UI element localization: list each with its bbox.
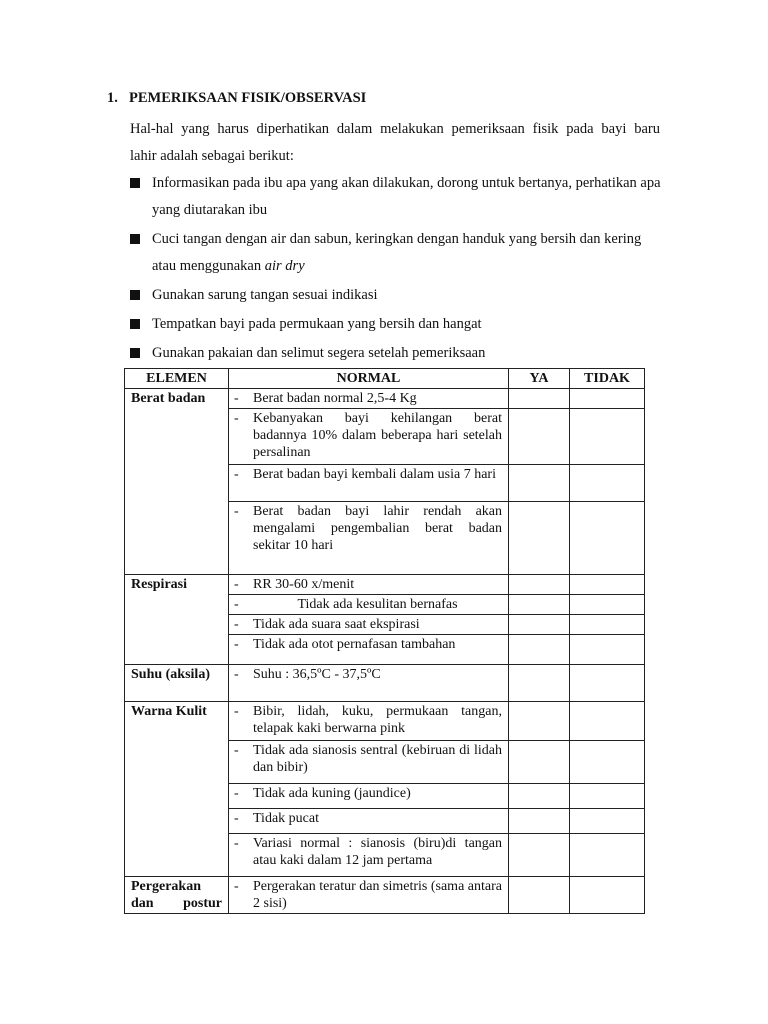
tidak-checkbox-cell[interactable] bbox=[570, 784, 645, 809]
square-bullet-icon bbox=[130, 348, 140, 358]
square-bullet-icon bbox=[130, 290, 140, 300]
tidak-checkbox-cell[interactable] bbox=[570, 877, 645, 914]
tidak-checkbox-cell[interactable] bbox=[570, 465, 645, 502]
tidak-checkbox-cell[interactable] bbox=[570, 615, 645, 635]
tidak-checkbox-cell[interactable] bbox=[570, 575, 645, 595]
normal-cell: - Tidak ada suara saat ekspirasi bbox=[229, 615, 509, 635]
ya-checkbox-cell[interactable] bbox=[509, 409, 570, 465]
tidak-checkbox-cell[interactable] bbox=[570, 702, 645, 741]
tidak-checkbox-cell[interactable] bbox=[570, 741, 645, 784]
normal-cell: - Berat badan bayi lahir rendah akan mengalami pengembalian berat badan sekitar 10 hari bbox=[229, 502, 509, 575]
normal-cell: - Bibir, lidah, kuku, permukaan tangan, telapak kaki berwarna pink bbox=[229, 702, 509, 741]
bullet-item: Cuci tangan dengan air dan sabun, keringkan dengan handuk yang bersih dan kering atau menggunakan air dry bbox=[130, 226, 662, 280]
normal-cell: - Tidak ada kuning (jaundice) bbox=[229, 784, 509, 809]
element-cell: Respirasi bbox=[125, 575, 229, 665]
bullet-item: Tempatkan bayi pada permukaan yang bersih dan hangat bbox=[130, 311, 662, 338]
tidak-checkbox-cell[interactable] bbox=[570, 635, 645, 665]
table-row bbox=[125, 389, 645, 409]
ya-checkbox-cell[interactable] bbox=[509, 595, 570, 615]
section-heading bbox=[107, 90, 366, 107]
normal-cell: - RR 30-60 x/menit bbox=[229, 575, 509, 595]
bullet-item: Gunakan pakaian dan selimut segera setelah pemeriksaan bbox=[130, 340, 662, 367]
bullet-item: Informasikan pada ibu apa yang akan dilakukan, dorong untuk bertanya, perhatikan apa yang diutarakan ibu bbox=[130, 170, 662, 224]
table-row bbox=[125, 575, 645, 595]
normal-cell: - Berat badan bayi kembali dalam usia 7 hari bbox=[229, 465, 509, 502]
normal-cell: - Tidak ada sianosis sentral (kebiruan di lidah dan bibir) bbox=[229, 741, 509, 784]
ya-checkbox-cell[interactable] bbox=[509, 615, 570, 635]
table-row bbox=[125, 665, 645, 702]
ya-checkbox-cell[interactable] bbox=[509, 465, 570, 502]
tidak-checkbox-cell[interactable] bbox=[570, 409, 645, 465]
ya-checkbox-cell[interactable] bbox=[509, 809, 570, 834]
normal-cell: - Berat badan normal 2,5-4 Kg bbox=[229, 389, 509, 409]
ya-checkbox-cell[interactable] bbox=[509, 834, 570, 877]
ya-checkbox-cell[interactable] bbox=[509, 389, 570, 409]
section-number: 1. bbox=[107, 90, 118, 106]
intro-line-1: Hal-hal yang harus diperhatikan dalam melakukan pemeriksaan fisik pada bayi baru bbox=[130, 121, 660, 137]
section-title: PEMERIKSAAN FISIK/OBSERVASI bbox=[129, 90, 367, 106]
normal-cell: - Tidak ada kesulitan bernafas bbox=[229, 595, 509, 615]
element-cell: Warna Kulit bbox=[125, 702, 229, 877]
normal-cell: - Tidak ada otot pernafasan tambahan bbox=[229, 635, 509, 665]
tidak-checkbox-cell[interactable] bbox=[570, 834, 645, 877]
ya-checkbox-cell[interactable] bbox=[509, 635, 570, 665]
checklist-bullets bbox=[130, 170, 662, 369]
normal-cell: - Kebanyakan bayi kehilangan berat badannya 10% dalam beberapa hari setelah persalinan bbox=[229, 409, 509, 465]
tidak-checkbox-cell[interactable] bbox=[570, 809, 645, 834]
tidak-checkbox-cell[interactable] bbox=[570, 389, 645, 409]
square-bullet-icon bbox=[130, 178, 140, 188]
ya-checkbox-cell[interactable] bbox=[509, 784, 570, 809]
observation-table bbox=[124, 368, 645, 914]
tidak-checkbox-cell[interactable] bbox=[570, 502, 645, 575]
bullet-item: Gunakan sarung tangan sesuai indikasi bbox=[130, 282, 662, 309]
normal-cell: - Tidak pucat bbox=[229, 809, 509, 834]
normal-cell: - Suhu : 36,5ºC - 37,5ºC bbox=[229, 665, 509, 702]
element-cell: Berat badan bbox=[125, 389, 229, 575]
table-header-row bbox=[125, 369, 645, 389]
table-row bbox=[125, 702, 645, 741]
ya-checkbox-cell[interactable] bbox=[509, 665, 570, 702]
header-ya: YA bbox=[509, 369, 570, 389]
normal-cell: - Variasi normal : sianosis (biru)di tangan atau kaki dalam 12 jam pertama bbox=[229, 834, 509, 877]
square-bullet-icon bbox=[130, 234, 140, 244]
element-cell: Pergerakan dan postur bbox=[125, 877, 229, 914]
tidak-checkbox-cell[interactable] bbox=[570, 665, 645, 702]
square-bullet-icon bbox=[130, 319, 140, 329]
intro-line-2: lahir adalah sebagai berikut: bbox=[130, 148, 294, 164]
ya-checkbox-cell[interactable] bbox=[509, 741, 570, 784]
header-tidak: TIDAK bbox=[570, 369, 645, 389]
header-normal: NORMAL bbox=[229, 369, 509, 389]
normal-cell: - Pergerakan teratur dan simetris (sama antara 2 sisi) bbox=[229, 877, 509, 914]
header-elemen: ELEMEN bbox=[125, 369, 229, 389]
ya-checkbox-cell[interactable] bbox=[509, 877, 570, 914]
element-cell: Suhu (aksila) bbox=[125, 665, 229, 702]
table-row bbox=[125, 877, 645, 914]
tidak-checkbox-cell[interactable] bbox=[570, 595, 645, 615]
ya-checkbox-cell[interactable] bbox=[509, 575, 570, 595]
ya-checkbox-cell[interactable] bbox=[509, 702, 570, 741]
intro-paragraph bbox=[130, 116, 660, 170]
ya-checkbox-cell[interactable] bbox=[509, 502, 570, 575]
